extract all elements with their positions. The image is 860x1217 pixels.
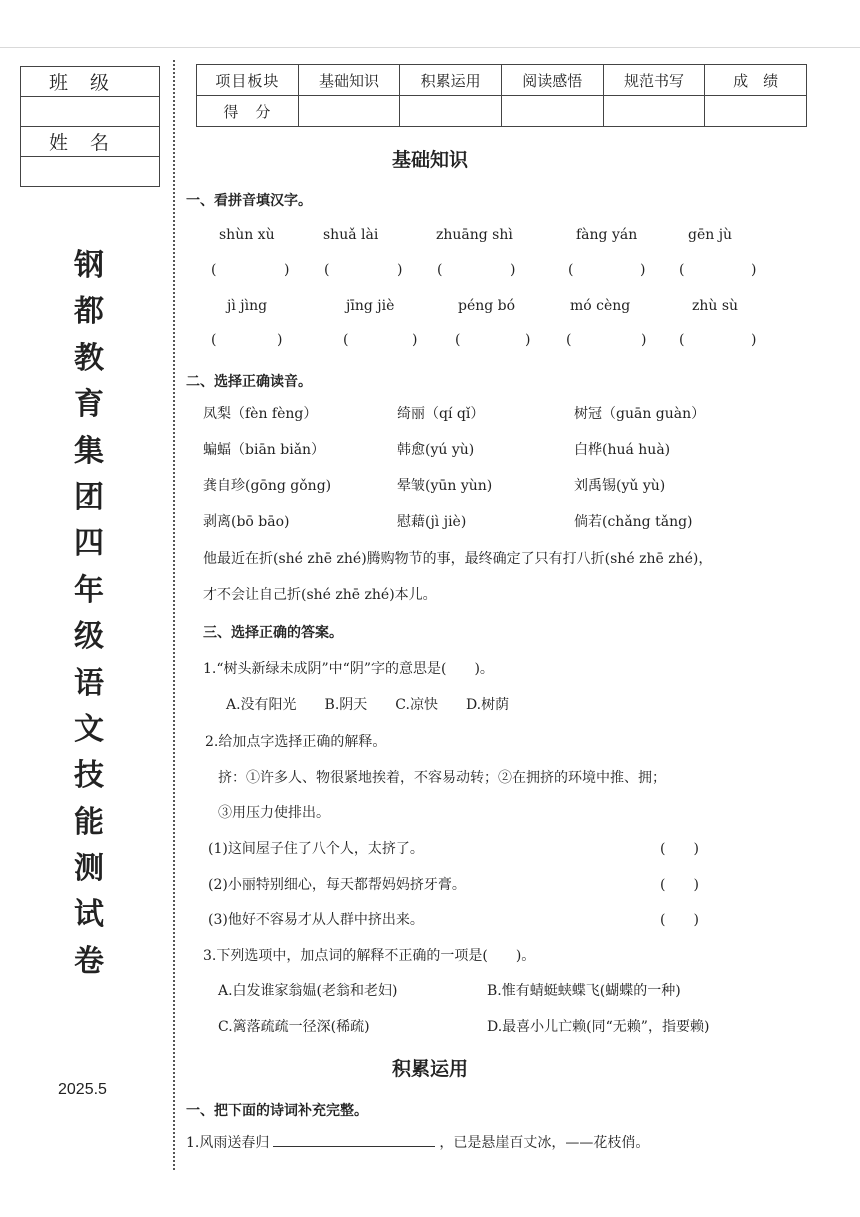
- poem-line: [186, 1132, 649, 1152]
- question-text: 3.下列选项中，加点词的解释不正确的一项是( )。: [203, 948, 536, 964]
- class-field[interactable]: [21, 97, 160, 127]
- reading-choice[interactable]: 慰藉(jì jiè): [397, 514, 467, 530]
- poem-heading: 一、把下面的诗词补充完整。: [186, 1103, 368, 1119]
- answer-paren[interactable]: ( ): [660, 841, 699, 857]
- vertical-exam-title: [64, 243, 114, 985]
- poem-suffix: ，已是悬崖百丈冰，——花枝俏。: [439, 1135, 650, 1151]
- score-table: [196, 64, 807, 127]
- header-cell: 基础知识: [298, 65, 400, 96]
- sentence-line: 他最近在折(shé zhē zhé)腾购物节的事，最终确定了只有打八折(shé zhē zhé)，: [203, 551, 713, 567]
- answer-paren[interactable]: (: [211, 262, 217, 278]
- score-row-label: 得 分: [197, 96, 299, 127]
- definition-line: ③用压力使排出。: [218, 805, 330, 821]
- header-cell: 规范书写: [603, 65, 705, 96]
- reading-choice[interactable]: 韩愈(yú yù): [397, 442, 475, 458]
- answer-paren[interactable]: (: [679, 262, 685, 278]
- reading-choice[interactable]: 晕皱(yūn yùn): [397, 478, 493, 494]
- answer-paren[interactable]: (: [566, 332, 572, 348]
- header-cell: 成 绩: [705, 65, 807, 96]
- question-text: 2.给加点字选择正确的解释。: [205, 734, 387, 750]
- name-label: 姓名: [21, 127, 160, 157]
- reading-choice[interactable]: 树冠（guān guàn）: [574, 406, 706, 422]
- title-char: 文: [74, 711, 104, 747]
- reading-choice[interactable]: 绮丽（qí qǐ）: [397, 406, 485, 422]
- title-char: 卷: [74, 943, 104, 979]
- option-b[interactable]: B.惟有蜻蜓蛱蝶飞(蝴蝶的一种): [487, 983, 681, 999]
- pinyin-item: jīng jiè: [346, 298, 395, 314]
- reading-choice[interactable]: 剥离(bō bāo): [203, 514, 290, 530]
- answer-paren[interactable]: ( ): [660, 912, 699, 928]
- score-cell[interactable]: [501, 96, 603, 127]
- option-d[interactable]: D.最喜小儿亡赖(同“无赖”，指要赖): [487, 1019, 710, 1035]
- title-char: 四: [74, 526, 104, 562]
- pinyin-item: fàng yán: [576, 227, 638, 243]
- class-label: 班级: [21, 67, 160, 97]
- answer-paren[interactable]: ( ): [660, 877, 699, 893]
- option-c[interactable]: C.篱落疏疏一径深(稀疏): [218, 1019, 370, 1035]
- option-a[interactable]: A.白发谁家翁媪(老翁和老妇): [218, 983, 398, 999]
- pinyin-item: zhuāng shì: [436, 227, 513, 243]
- title-char: 级: [74, 619, 104, 655]
- title-char: 育: [74, 387, 104, 423]
- reading-choice[interactable]: 白桦(huá huà): [574, 442, 671, 458]
- pinyin-item: zhù sù: [692, 298, 739, 314]
- title-char: 教: [74, 340, 104, 376]
- pinyin-item: mó cèng: [570, 298, 631, 314]
- binding-dotted-line: [173, 60, 175, 1170]
- q3-heading: 三、选择正确的答案。: [203, 625, 343, 641]
- sub-question: (1)这间屋子住了八个人，太挤了。: [208, 841, 424, 857]
- title-char: 测: [74, 851, 104, 887]
- score-cell[interactable]: [603, 96, 705, 127]
- sentence-line: 才不会让自己折(shé zhē zhé)本儿。: [203, 587, 437, 603]
- score-cell[interactable]: [705, 96, 807, 127]
- answer-paren[interactable]: (: [324, 262, 330, 278]
- reading-choice[interactable]: 龚自珍(gōng gǒng): [203, 478, 332, 494]
- top-divider: [0, 47, 860, 48]
- reading-choice[interactable]: 凤梨（fèn fèng）: [203, 406, 318, 422]
- title-char: 能: [74, 804, 104, 840]
- title-char: 试: [74, 897, 104, 933]
- pinyin-item: shùn xù: [219, 227, 275, 243]
- answer-paren[interactable]: (: [437, 262, 443, 278]
- pinyin-item: gēn jù: [688, 227, 733, 243]
- answer-paren[interactable]: (: [343, 332, 349, 348]
- pinyin-item: péng bó: [458, 298, 516, 314]
- sub-question: (2)小丽特别细心，每天都帮妈妈挤牙膏。: [208, 877, 466, 893]
- title-char: 都: [74, 294, 104, 330]
- answer-paren[interactable]: (: [568, 262, 574, 278]
- title-char: 语: [74, 665, 104, 701]
- score-cell[interactable]: [400, 96, 502, 127]
- question-text: 1.“树头新绿未成阴”中“阴”字的意思是( )。: [203, 661, 494, 677]
- title-char: 钢: [74, 248, 104, 283]
- answer-paren[interactable]: (: [679, 332, 685, 348]
- question-options[interactable]: A.没有阳光 B.阴天 C.凉快 D.树荫: [226, 697, 510, 713]
- sub-question: (3)他好不容易才从人群中挤出来。: [208, 912, 424, 928]
- reading-choice[interactable]: 刘禹锡(yǔ yù): [574, 478, 666, 494]
- title-char: 技: [74, 758, 104, 794]
- header-cell: 阅读感悟: [501, 65, 603, 96]
- reading-choice[interactable]: 蝙蝠（biān biǎn）: [203, 442, 326, 458]
- pinyin-item: shuǎ lài: [323, 227, 379, 243]
- pinyin-item: jì jìng: [227, 298, 268, 314]
- exam-date: 2025.5: [58, 1081, 107, 1098]
- title-char: 集: [74, 433, 104, 469]
- answer-paren[interactable]: (: [455, 332, 461, 348]
- answer-paren[interactable]: (: [211, 332, 217, 348]
- reading-choice[interactable]: 倘若(chǎng tǎng): [574, 514, 693, 530]
- q1-heading: 一、看拼音填汉字。: [186, 193, 312, 209]
- score-cell[interactable]: [298, 96, 400, 127]
- section-title-accumulation: 积累运用: [391, 1058, 468, 1080]
- title-char: 年: [74, 572, 104, 608]
- q2-heading: 二、选择正确读音。: [186, 374, 312, 390]
- header-cell: 积累运用: [400, 65, 502, 96]
- title-char: 团: [74, 479, 104, 515]
- header-cell: 项目板块: [197, 65, 299, 96]
- poem-prefix: 1.风雨送春归: [186, 1135, 270, 1151]
- definition-line: 挤：①许多人、物很紧地挨着，不容易动转；②在拥挤的环境中推、拥；: [218, 770, 666, 786]
- poem-blank[interactable]: [273, 1132, 435, 1147]
- section-title-basics: 基础知识: [391, 149, 468, 171]
